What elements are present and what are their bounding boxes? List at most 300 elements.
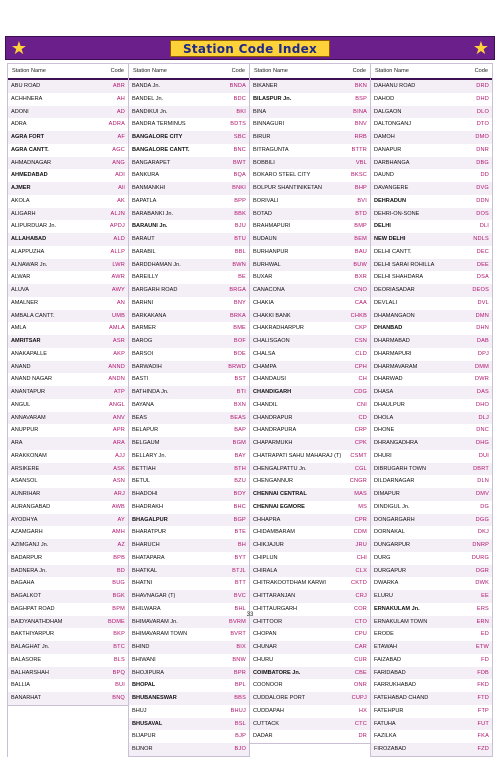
table-row (250, 577, 370, 590)
station-code: CLD (355, 350, 367, 357)
station-code: CPH (354, 363, 367, 370)
table-row (371, 80, 492, 93)
table-row (129, 80, 249, 93)
station-name: DAVANGERE (374, 185, 409, 191)
station-name: ABU ROAD (11, 83, 41, 89)
table-row (250, 118, 370, 131)
station-code: DVG (476, 185, 489, 191)
station-name: BARABANKI Jn. (132, 210, 174, 217)
station-name-header: Station Name (133, 68, 167, 74)
station-code: CD (358, 414, 367, 421)
station-name: DALTONGANJ (374, 121, 412, 128)
station-code: BPM (112, 605, 125, 612)
station-code: DHD (476, 95, 489, 102)
station-code: CRP (354, 427, 367, 434)
table-row (250, 692, 370, 705)
station-code: FDB (477, 669, 489, 676)
station-code: ARA (112, 440, 125, 446)
station-name: CANACONA (253, 287, 285, 293)
station-code: BUI (115, 682, 125, 689)
table-row (8, 361, 128, 374)
station-code: BAY (234, 452, 246, 459)
station-name: CHUNAR (253, 644, 277, 650)
station-name: BIRUR (253, 134, 271, 140)
station-code: DKJ (477, 529, 489, 536)
station-code: BLS (113, 656, 125, 663)
table-row (8, 284, 128, 297)
station-name: BHUSAVAL (132, 720, 163, 727)
table-row (129, 424, 249, 437)
station-code: CNGR (349, 478, 367, 485)
station-code: BME (233, 325, 246, 332)
station-code: DR (358, 733, 367, 740)
station-code: DAS (476, 389, 489, 395)
table-row (371, 373, 492, 386)
station-name: ALIGARH (11, 210, 36, 217)
station-name: BITRAGUNTA (253, 146, 289, 153)
station-name: BINA (253, 108, 267, 115)
table-row (129, 233, 249, 246)
station-code: BTJL (232, 567, 246, 574)
station-code: ALD (113, 236, 125, 242)
table-row (371, 526, 492, 539)
station-code: ALLP (110, 248, 125, 255)
table-row (129, 310, 249, 323)
station-code: ASR (112, 338, 125, 344)
station-name: BALAGHAT Jn. (11, 644, 50, 650)
station-name: DHONE (374, 427, 395, 434)
station-code: DUI (478, 452, 489, 459)
station-name: BARHNI (132, 299, 154, 306)
station-code: EE (481, 593, 489, 599)
station-name: DAUND (374, 172, 394, 179)
station-code: ABR (112, 83, 125, 89)
station-name: AYODHYA (11, 516, 38, 523)
table-row (371, 475, 492, 488)
station-code: DNC (476, 427, 489, 434)
station-name: CHENNAI EGMORE (253, 503, 305, 510)
station-name: BAREILLY (132, 274, 159, 281)
station-name: DAHOD (374, 95, 395, 102)
table-row (371, 131, 492, 144)
station-code: BOF (233, 338, 246, 344)
table-row (8, 144, 128, 157)
table-row (8, 348, 128, 361)
station-name: BANKURA (132, 172, 160, 179)
station-name: AZAMGARH (11, 529, 43, 536)
station-name: ASANSOL (11, 478, 38, 485)
station-code: CPK (354, 440, 367, 446)
station-name: ADONI (11, 108, 29, 115)
station-code: BDC (233, 95, 246, 102)
station-code: AWY (111, 287, 125, 293)
station-name: CHITTAURGARH (253, 605, 298, 612)
table-row (129, 437, 249, 450)
table-row (371, 692, 492, 705)
station-name: ANNAVARAM (11, 414, 46, 421)
station-code: DMN (475, 312, 489, 319)
code-header: Code (110, 68, 124, 74)
station-code: ASK (113, 465, 125, 472)
station-name: CHALISGAON (253, 338, 290, 344)
table-row (250, 182, 370, 195)
table-row (371, 679, 492, 692)
station-code: DBG (476, 159, 489, 166)
station-name: DHRANGADHRA (374, 440, 418, 446)
table-row (371, 118, 492, 131)
station-name: ANGUL (11, 401, 31, 408)
table-row (250, 501, 370, 514)
station-code: BBK (234, 210, 246, 217)
station-code: DURG (471, 554, 489, 561)
station-name: BETUL (132, 478, 151, 485)
station-code: AN (116, 299, 125, 306)
table-row (129, 361, 249, 374)
station-name: CUDDAPAH (253, 707, 284, 714)
station-code: BNKI (232, 185, 246, 191)
table-row (8, 131, 128, 144)
table-row (250, 297, 370, 310)
table-row (250, 539, 370, 552)
table-row (8, 475, 128, 488)
table-row (129, 93, 249, 106)
station-code: ONR (353, 682, 367, 689)
station-code: BPB (113, 554, 125, 561)
station-code: BPL (234, 682, 246, 689)
station-name: CHHAPRA (253, 516, 281, 523)
station-name: CUTTACK (253, 720, 279, 727)
station-name: CHIPLUN (253, 554, 278, 561)
station-code: ASN (112, 478, 125, 485)
station-name: BANDRA TERMINUS (132, 121, 186, 128)
station-name: BANGARAPET (132, 159, 171, 166)
station-code: BNQ (112, 695, 125, 701)
station-name: BANARHAT (11, 695, 42, 701)
station-name: CHITTOOR (253, 618, 283, 625)
station-name: BAYANA (132, 401, 154, 408)
station-name: BHAVNAGAR (T) (132, 593, 176, 599)
station-name: DINDIGUL Jn. (374, 503, 410, 510)
station-code: MAS (354, 491, 367, 497)
table-row (250, 679, 370, 692)
station-code: BJU (234, 223, 246, 230)
table-row (8, 552, 128, 565)
station-name: DAMOH (374, 134, 395, 140)
station-code: BJO (234, 746, 246, 752)
station-name: ANAND NAGAR (11, 376, 53, 383)
station-name: BORIVALI (253, 197, 279, 204)
table-row (8, 208, 128, 221)
table-row (8, 169, 128, 182)
station-name: BHIMAVARAM Jn. (132, 618, 178, 625)
station-code: BNW (232, 656, 246, 663)
station-name: BHAGALPUR (132, 516, 168, 523)
station-code: BEAS (230, 414, 246, 421)
station-name: AGRA FORT (11, 134, 45, 140)
station-name: BHADOHI (132, 491, 158, 497)
table-row (129, 526, 249, 539)
station-code: BAP (234, 427, 246, 434)
code-header: Code (474, 68, 488, 74)
table-row (371, 437, 492, 450)
table-row (8, 667, 128, 680)
station-code: BXR (354, 274, 367, 281)
station-name: BARAUT (132, 236, 155, 242)
table-row (129, 450, 249, 463)
station-name: DHURI (374, 452, 392, 459)
station-name: ADRA (11, 121, 27, 128)
page-title: Station Code Index (182, 41, 318, 56)
station-code: AJJ (115, 452, 125, 459)
table-row (371, 93, 492, 106)
station-name: BHATKAL (132, 567, 158, 574)
station-code: All (118, 185, 125, 191)
station-name: COIMBATORE Jn. (253, 669, 301, 676)
table-row (250, 424, 370, 437)
station-code: AK (117, 197, 125, 204)
row-list (250, 80, 370, 744)
table-row (8, 373, 128, 386)
station-name: BAPATLA (132, 197, 157, 204)
station-name: BHIND (132, 644, 150, 650)
station-name: DIMAPUR (374, 491, 400, 497)
station-code: BTT (234, 580, 246, 587)
table-row (129, 399, 249, 412)
station-code: BNV (354, 121, 367, 128)
station-code: AMH (111, 529, 125, 536)
station-name: AGRA CANTT. (11, 146, 49, 153)
station-code: BGM (232, 440, 246, 446)
station-code: BRGA (229, 287, 246, 293)
table-row (371, 743, 492, 756)
table-row (371, 424, 492, 437)
station-name: AURANGABAD (11, 503, 51, 510)
table-row (129, 577, 249, 590)
station-name: CHAKIA (253, 299, 274, 306)
station-code: BDTS (230, 121, 246, 128)
table-row (371, 220, 492, 233)
table-row (371, 718, 492, 731)
row-list (129, 80, 249, 757)
table-row (250, 106, 370, 119)
station-code: DHO (475, 401, 489, 408)
station-name: DURGAPUR (374, 567, 407, 574)
station-code: APDJ (109, 223, 125, 230)
table-row (250, 565, 370, 578)
station-name: BANGALORE CITY (132, 134, 183, 140)
station-code: DLI (479, 223, 489, 230)
station-code: RRB (354, 134, 367, 140)
station-code: BKN (354, 83, 367, 89)
station-name: ELURU (374, 593, 393, 599)
station-name: BANDEL Jn. (132, 95, 164, 102)
table-row (129, 297, 249, 310)
station-name: DURG (374, 554, 391, 561)
table-row (371, 386, 492, 399)
title-box (170, 40, 330, 57)
station-name: CHATRAPATI SAHU MAHARAJ (T) (253, 452, 342, 459)
table-row (8, 437, 128, 450)
station-name: ALLAHABAD (11, 236, 47, 242)
table-row (371, 552, 492, 565)
station-code: AY (117, 516, 125, 523)
table-row (371, 501, 492, 514)
station-code: FTD (477, 695, 489, 701)
table-row (250, 628, 370, 641)
table-row (250, 386, 370, 399)
table-row (8, 450, 128, 463)
station-code: DSA (476, 274, 489, 281)
station-code: AKP (113, 350, 125, 357)
station-name: BALLIA (11, 682, 30, 689)
station-code: CSMT (350, 452, 367, 459)
station-name: BADNERA Jn. (11, 567, 47, 574)
column-2 (129, 63, 250, 757)
station-code: LWR (112, 261, 125, 268)
table-row (8, 182, 128, 195)
table-row (371, 412, 492, 425)
table-row (129, 565, 249, 578)
table-row (250, 654, 370, 667)
station-code: DTO (476, 121, 489, 128)
column-4 (371, 63, 492, 757)
table-row (8, 259, 128, 272)
table-row (371, 399, 492, 412)
station-code: BAU (354, 248, 367, 255)
station-name: BAROG (132, 338, 153, 344)
table-row (129, 628, 249, 641)
table-row (250, 233, 370, 246)
station-code: ANG (112, 159, 125, 166)
table-row (8, 106, 128, 119)
table-row (250, 271, 370, 284)
station-name: CHANDIGARH (253, 389, 292, 395)
station-name: DHARMAVARAM (374, 363, 418, 370)
station-code: BVRM (229, 618, 246, 625)
table-row (250, 348, 370, 361)
table-row (8, 692, 128, 705)
table-row (250, 526, 370, 539)
table-row (250, 475, 370, 488)
station-code: AD (116, 108, 125, 115)
station-code: BZU (234, 478, 246, 485)
table-row (250, 131, 370, 144)
station-code: DEC (476, 248, 489, 255)
station-name: CHITTARANJAN (253, 593, 296, 599)
station-code: JRU (355, 542, 367, 548)
table-row (371, 361, 492, 374)
table-row (250, 169, 370, 182)
station-name: ACHHNERA (11, 95, 43, 102)
table-row (8, 424, 128, 437)
table-row (250, 322, 370, 335)
station-name: DELHI SARAI ROHILLA (374, 261, 435, 268)
station-code: BPP (234, 197, 246, 204)
station-name: DADAR (253, 733, 273, 740)
station-name: BURHANPUR (253, 248, 289, 255)
station-code: ATP (113, 389, 125, 395)
table-row (371, 628, 492, 641)
station-code: AZ (117, 542, 125, 548)
station-name: AHMADNAGAR (11, 159, 52, 166)
station-name: BIJAPUR (132, 733, 156, 740)
station-code: BUW (353, 261, 367, 268)
station-name: BRAHMAPURI (253, 223, 291, 230)
station-name: BOKARO STEEL CITY (253, 172, 311, 179)
station-code: AWR (111, 274, 125, 281)
station-name: BOBBILI (253, 159, 275, 166)
table-row (8, 386, 128, 399)
table-row (8, 271, 128, 284)
station-name: BHIMAVARAM TOWN (132, 631, 188, 638)
table-row (371, 246, 492, 259)
station-name: BANMANKHI (132, 185, 166, 191)
station-name: BANGALORE CANTT. (132, 146, 190, 153)
table-row (8, 488, 128, 501)
station-name: CHITRAKOOTDHAM KARWI (253, 580, 326, 587)
table-row (129, 144, 249, 157)
table-row (129, 157, 249, 170)
table-row (129, 169, 249, 182)
station-name: CHIKJAJUR (253, 542, 284, 548)
station-code: BXN (233, 401, 246, 408)
station-name: FIROZABAD (374, 746, 407, 752)
station-name: BAGHPAT ROAD (11, 605, 55, 612)
table-row (8, 590, 128, 603)
station-code: BGP (233, 516, 246, 523)
table-row (250, 335, 370, 348)
station-code: DPJ (477, 350, 489, 357)
station-code: BST (234, 376, 246, 383)
station-name: BEAS (132, 414, 147, 421)
station-code: CNO (353, 287, 367, 293)
table-row (371, 195, 492, 208)
table-row (371, 144, 492, 157)
station-name: DIBRUGARH TOWN (374, 465, 427, 472)
station-name: DHARMAPURI (374, 350, 412, 357)
table-row (129, 208, 249, 221)
station-name: ETAWAH (374, 644, 398, 650)
station-name: FAZILKA (374, 733, 397, 740)
table-row (371, 667, 492, 680)
station-name: CHANDRAPURA (253, 427, 297, 434)
station-code: CAR (354, 644, 367, 650)
table-row (371, 514, 492, 527)
station-name: BANDA Jn. (132, 83, 160, 89)
station-code: DAB (476, 338, 489, 344)
column-header (371, 63, 492, 80)
table-row (250, 399, 370, 412)
station-name: BHARATPUR (132, 529, 167, 536)
table-row (371, 208, 492, 221)
table-row (129, 118, 249, 131)
table-row (8, 246, 128, 259)
station-name: BAIDYANATHDHAM (11, 618, 63, 625)
station-name: DAHANU ROAD (374, 83, 416, 89)
station-code: CKP (354, 325, 367, 332)
station-code: DGR (475, 567, 489, 574)
station-code: BNDA (229, 83, 246, 89)
station-name: ALAPPUZHA (11, 248, 45, 255)
column-3 (250, 63, 371, 757)
station-code: DOS (476, 210, 489, 217)
table-row (371, 450, 492, 463)
table-row (8, 220, 128, 233)
station-name: FATEHABAD CHAND (374, 695, 429, 701)
station-code: DHN (476, 325, 489, 332)
table-row (129, 667, 249, 680)
table-row (8, 514, 128, 527)
